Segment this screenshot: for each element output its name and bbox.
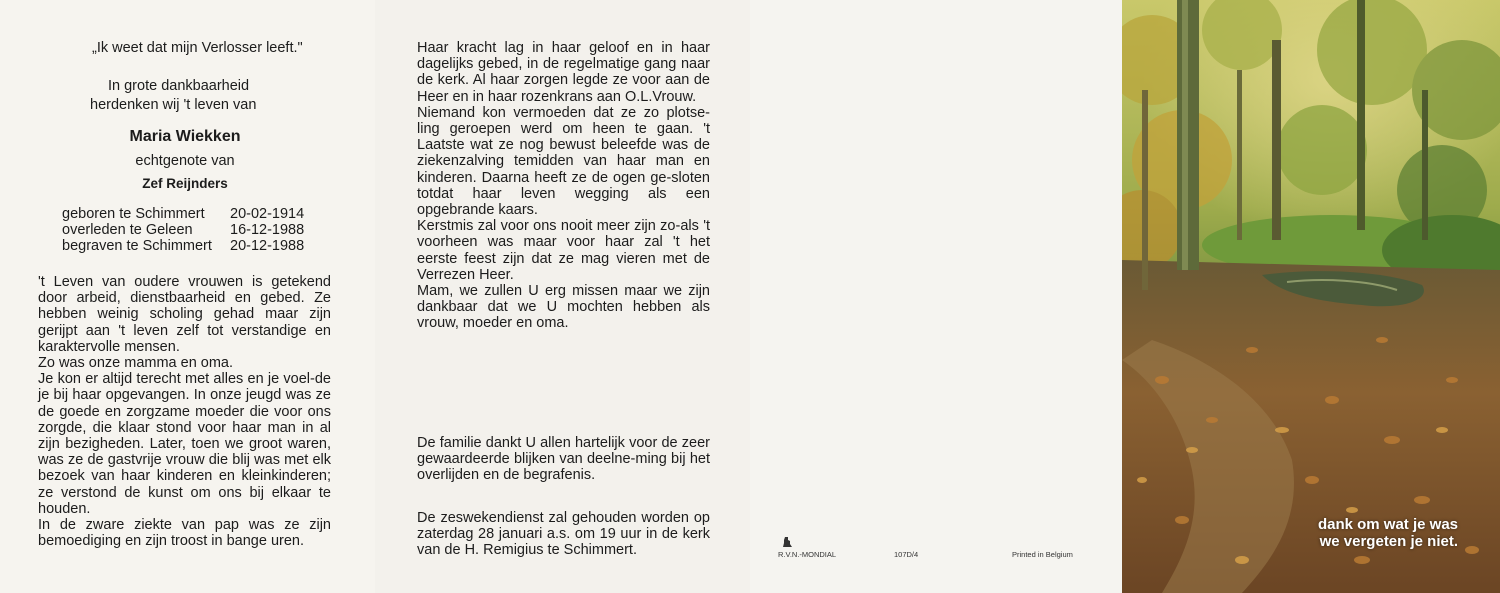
- relation-label: echtgenote van: [135, 153, 235, 169]
- burial-date: 20-12-1988: [230, 238, 305, 254]
- publisher-label: R.V.N.-MONDIAL: [778, 550, 837, 559]
- card-panel-left: [0, 0, 375, 593]
- burial-label: begraven te Schimmert: [62, 238, 212, 254]
- deceased-name: Maria Wiekken: [129, 128, 241, 145]
- publisher-logo-icon: [782, 536, 792, 548]
- caption-line-2: we vergeten je niet.: [1319, 533, 1458, 550]
- faith-paragraph: Mam, we zullen U erg missen maar we zijn dankbaar dat we U mochten hebben als vrouw, moeder en oma.: [417, 283, 710, 332]
- faith-text: [417, 40, 710, 332]
- biography-paragraph: Zo was onze mamma en oma.: [38, 355, 234, 372]
- spouse-name: Zef Reijnders: [142, 176, 228, 191]
- photo-caption: [1318, 516, 1458, 550]
- death-label: overleden te Geleen: [62, 222, 193, 238]
- caption-line-1: dank om wat je was: [1317, 516, 1458, 533]
- intro-line-2: herdenken wij 't leven van: [90, 97, 257, 113]
- birth-label: geboren te Schimmert: [62, 206, 205, 222]
- biography-paragraph: 't Leven van oudere vrouwen is getekend door arbeid, dienstbaarheid en gebed. Ze hebben weinig scholing gehad maar zijn gerijpt aan 't leven zelf tot verstandige en karaktervolle mensen.: [38, 274, 331, 355]
- card-panel-back: [750, 0, 1122, 593]
- family-thanks: De familie dankt U allen hartelijk voor de zeer gewaardeerde blijken van deelne-ming bij het overlijden en de begrafenis.: [417, 435, 710, 484]
- bible-quote: „Ik weet dat mijn Verlosser leeft.": [92, 40, 303, 56]
- death-date: 16-12-1988: [230, 222, 305, 238]
- biography-paragraph: In de zware ziekte van pap was ze zijn bemoediging en zijn troost in bange uren.: [38, 517, 331, 550]
- memorial-service: De zeswekendienst zal gehouden worden op zaterdag 28 januari a.s. om 19 uur in de kerk van de H. Remigius te Schimmert.: [417, 510, 710, 559]
- faith-paragraph: Haar kracht lag in haar geloof en in haar dagelijks gebed, in de regelmatige gang naar de kerk. Al haar zorgen legde ze voor aan de Heer en in haar rozenkrans aan O.L.Vrouw.: [417, 40, 710, 105]
- forest-photo: [1122, 0, 1500, 593]
- faith-paragraph: Niemand kon vermoeden dat ze zo plotse-ling geroepen werd om heen te gaan. 't Laatste wat ze nog bewust beleefde was de ziekenzalving temidden van haar man en kinderen. Daarna heeft ze de ogen ge-sloten totdat haar leven wegging als een opgebrande kaars.: [417, 104, 710, 219]
- birth-date: 20-02-1914: [230, 206, 305, 222]
- printed-label: Printed in Belgium: [1012, 550, 1073, 559]
- faith-paragraph: Kerstmis zal voor ons nooit meer zijn zo-als 't voorheen was maar voor haar zal 't het eerste feest zijn dat ze mag vieren met de Verrezen Heer.: [417, 218, 710, 283]
- biography-text: [38, 274, 331, 549]
- biography-paragraph: Je kon er altijd terecht met alles en je voel-de je bij haar opgevangen. In onze jeugd was ze de goede en zorgzame moeder die voor ons zorgde, die klaar stond voor haar man in al zijn bezigheden. Later, toen we groot waren, was ze de gastvrije vrouw die blij was met elk bezoek van haar kinderen en kleinkinderen; ze verstond de kunst om ons bij elkaar te houden.: [38, 371, 331, 517]
- card-panel-middle: [375, 0, 750, 593]
- forest-illustration: [1122, 0, 1500, 593]
- intro-line-1: In grote dankbaarheid: [108, 78, 250, 94]
- card-code: 107D/4: [894, 550, 919, 559]
